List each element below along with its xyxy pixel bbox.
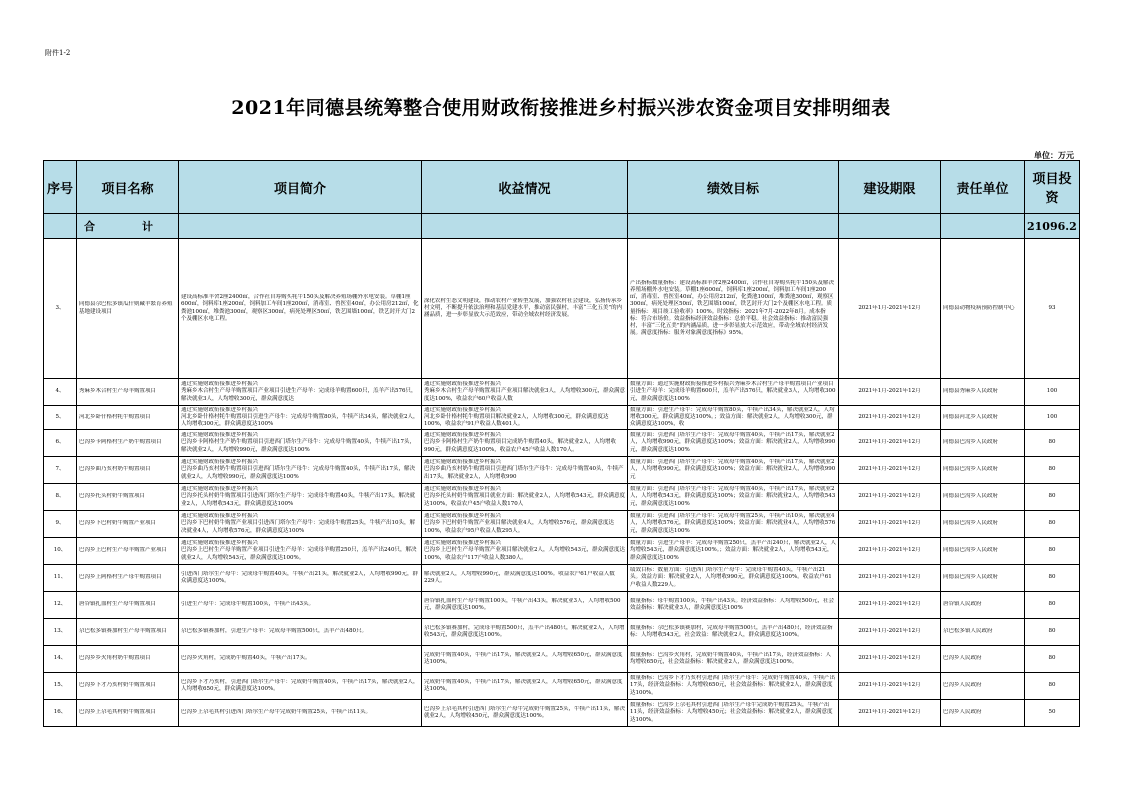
row-period: 2021年1月-2021年12月 (858, 466, 921, 473)
row-invest: 100 (1046, 388, 1058, 395)
row-no: 7、 (55, 466, 65, 473)
row-benefit: 通过实施财政衔接推进乡村振兴 秀麻乡木合村生产母羊购置项目产业项目解决就业3人，人均增收300元，群众满意度达100%，收益农户60户收益人数 (424, 381, 625, 402)
row-period: 2021年1月-2021年12月 (858, 601, 921, 608)
row-benefit: 巴沟乡上尕毛其村引进西门塔尔生产母牛完成奶牛购置25头，牛犊产出11头，解决就业2人，人均增收450元，群众满意度达100%。 (424, 705, 625, 719)
row-target: 数量指标：巴沟乡火角村，完成奶牛购置40头，牛犊产出17头，经济效益指标：人均增收650元，社会效益指标：解决就业2人，群众满意度达100%。 (630, 651, 831, 665)
row-intro: 巴沟乡上尕毛其村引进西门塔尔生产母牛完成奶牛购置25头，牛犊产出11头。 (181, 709, 371, 716)
row-responsible-unit: 同德县巴沟乡人民政府 (943, 574, 999, 581)
header-intro: 项目简介 (179, 161, 422, 214)
row-target: 数量方面：引进生产母牛：完成母牛购置80头，牛犊产出34头，解决就业2人，人均增收300元，群众满意度达100%。；效益方面：解决就业2人，人均增收300元，群众满意度达100%，收 (630, 406, 835, 428)
table-row (44, 565, 1080, 592)
row-benefit: 解决就业2人，人均增收990元，群众满意度达100%。收益农户61户收益人数229人。 (424, 570, 615, 584)
row-target: 数量方面：引进西门塔尔生产母牛：完成母牛购置40头，牛犊产出17头，解决就业2人，人均增收990元，群众满意度达100%；效益方面：解决就业2人，人均增收990元 (630, 459, 836, 480)
row-project-name: 巴沟乡卡阿格村生产奶牛购置项目 (79, 439, 162, 446)
row-benefit: 通过实施财政衔接推进乡村振兴 巴沟乡托头村奶牛购置项目就业方面：解决就业2人，人均增收543元，群众满意度达100%，收益农户45户收益人数170人 (424, 486, 625, 507)
row-no: 5、 (55, 413, 65, 420)
row-invest: 80 (1048, 601, 1056, 608)
table-row (44, 239, 1080, 379)
row-intro: 引进生产母牛：完成母牛购置100头，牛犊产出43头。 (181, 601, 314, 608)
row-target: 数量指标：巴沟乡上尕毛其村引进西门塔尔生产母牛完成奶牛购置25头，牛犊产出11头，经济效益指标：人均增收450元；社会效益指标：解决就业2人，群众满意度达100%。 (630, 702, 833, 723)
attachment-label: 附件1-2 (45, 49, 71, 57)
row-target: 数量指标：尕巴松多镇赛加村，完成母羊购置500只，羔羊产出480只，经济效益指标：人均增收543元，社会效益：解决就业2人，群众满意度达100%。 (630, 624, 833, 638)
table-row (44, 673, 1080, 700)
row-period: 2021年1月-2021年12月 (858, 682, 921, 689)
row-period: 2021年1月-2021年12月 (858, 493, 921, 500)
row-responsible-unit: 同德县巴沟乡人民政府 (943, 520, 999, 527)
total-value: 21096.2 (1025, 214, 1080, 239)
row-invest: 50 (1048, 709, 1056, 716)
row-intro: 巴沟乡下才乃亥村，引进西门塔尔生产母牛：完成奶牛购置40头，牛犊产出17头，解决就业2人，人均增收650元，群众满意度达100%。 (181, 678, 419, 692)
row-intro: 通过实施财政衔接推进乡村振兴 巴沟乡下巴村奶牛购置产业项目引进西门塔尔生产母牛：完成母牛购置25头，牛犊产出10头，解决就业4人，人均增收576元，群众满意度达100% (181, 513, 416, 534)
header-target: 绩效目标 (628, 161, 839, 214)
row-invest: 80 (1048, 655, 1056, 662)
table-row (44, 592, 1080, 619)
row-target: 数量指标：母牛购置100头，牛犊产出43头。经济效益指标：人均增收500元，社会效益指标：解决就业3人，群众满意度达100% (630, 597, 834, 611)
row-period: 2021年1月-2021年12月 (858, 574, 921, 581)
row-project-name: 巴沟乡上巴村生产母羊购置产业项目 (79, 547, 168, 554)
row-responsible-unit: 同德县河北乡人民政府 (943, 413, 999, 420)
table-row (44, 430, 1080, 457)
row-intro: 通过实施财政衔接推进乡村振兴 巴沟乡上巴村生产母羊购置产业项目引进生产母羊：完成母羊购置250只，羔羊产出240只，解决就业2人，人均增收543元，群众满意度达100%。 (181, 540, 417, 561)
table-row (44, 484, 1080, 511)
header-period: 建设期限 (839, 161, 941, 214)
row-period: 2021年1月-2021年12月 (858, 388, 921, 395)
row-intro: 通过实施财政衔接推进乡村振兴 巴沟乡曲乃亥村奶牛购置项目引进西门塔尔生产母牛：完成母牛购置40头，牛犊产出17头，解决就业2人，人均增收990元，群众满意度达100% (181, 459, 416, 480)
row-responsible-unit: 同德县动物疫病预防控制中心 (943, 304, 1015, 311)
row-benefit: 通过实施财政衔接推进乡村振兴 巴沟乡下巴村奶牛购置产业项目解决就业4人，人均增收576元，群众满意度达100%，收益农户95户收益人数295人。 (424, 513, 614, 534)
table-row (44, 700, 1080, 727)
row-responsible-unit: 同德县巴沟乡人民政府 (943, 466, 999, 473)
row-project-name: 同德县尕巴松多镇瓜什则藏羊繁育养殖基地建设项目 (79, 301, 173, 315)
table-row (44, 457, 1080, 484)
row-intro: 通过实施财政衔接推进乡村振兴 巴沟乡托头村奶牛购置项目引进西门塔尔生产母牛：完成母牛购置40头，牛犊产出17头，解决就业2人，人均增收543元，群众满意度达100% (181, 486, 416, 507)
row-period: 2021年1月-2021年12月 (858, 304, 921, 311)
total-row (44, 214, 1080, 239)
row-responsible-unit: 巴沟乡人民政府 (943, 655, 982, 662)
row-target: 数量指标：巴沟乡下才乃亥村引进西门塔尔生产母牛：完成奶牛购置40头，牛犊产出17头，经济效益指标：人均增收650元，社会效益指标：解决就业2人，群众满意度达100%。 (630, 675, 836, 696)
header-project-name: 项目名称 (77, 161, 179, 214)
header-no: 序号 (44, 161, 77, 214)
row-target: 数量方面：引进西门塔尔生产母牛：完成母牛购置25头，牛犊产出10头，解决就业4人，人均增收576元，群众满意度达100%；效益方面：解决就业4人，人均增收576元，群众满意度达100% (630, 513, 836, 534)
row-responsible-unit: 同德县巴沟乡人民政府 (943, 547, 999, 554)
row-target: 产出指标数量指标：建设高标准羊舍2座2400㎡，合作社自筹购买牦牛150头及解决养殖场棚外水电安装。草棚1座600㎡，饲料库1座200㎡，饲料加工车间1座200㎡，消毒室、兽医室40㎡，办公用房212㎡，化粪池100㎡，堆粪池300㎡，观察区300㎡，病死处理区50㎡，铁艺围墙100㎡，铁艺封开大门2个及棚区水电工程。质量指标：项目竣工验收率》100%。时效指标：2021年7月-2022年8月。成本指标：符合市场价。效益指标经济效益指标：总价平稳。社会效益指标：推动富民强村，丰富“三化五美”的内涵品质，进一步彰显放大示范效应，带动全域农村经济发展。满意度指标：服务对象满意度指标》95%。 (630, 280, 834, 336)
row-target: 数量方面：引进生产母羊：完成母羊购置250只，羔羊产出240只，解决就业2人，人均增收543元，群众满意度达100%。；效益方面：解决就业2人，人均增收543元，群众满意度达100% (630, 540, 836, 561)
row-intro: 通过实施财政衔接推进乡村振兴 巴沟乡卡阿格村生产奶牛购置项目引进西门塔尔生产母牛：完成母牛购置40头，牛犊产出17头，解决就业2人，人均增收990元，群众满意度达100% (181, 432, 416, 453)
row-invest: 80 (1048, 439, 1056, 446)
row-responsible-unit: 同德县秀麻乡人民政府 (943, 388, 999, 395)
row-responsible-unit: 巴沟乡人民政府 (943, 709, 982, 716)
row-responsible-unit: 巴沟乡人民政府 (943, 682, 982, 689)
row-benefit: 唐谷镇扎血村生产母牛购置100头，牛犊产出43头，解决就业3人，人均增收500元，群众满意度达100%。 (424, 597, 621, 611)
row-invest: 80 (1048, 574, 1056, 581)
table-row (44, 538, 1080, 565)
row-project-name: 巴沟乡下才乃亥村奶牛购置项目 (79, 682, 157, 689)
row-benefit: 通过实施财政衔接推进乡村振兴 巴沟乡曲乃亥村奶牛购置项目引进西门塔尔生产母牛：完成母牛购置40头，牛犊产出17头，解决就业2人，人均增收990 (424, 459, 624, 480)
header-row (44, 161, 1080, 214)
row-target: 绩效目标：数量方面：引进西门塔尔生产母牛：完成母牛购置40头，牛犊产出21头。效益方面：解决就业2人，人均增收990元，群众满意度达100%。收益农户61户收益人数229人。 (630, 567, 832, 588)
table-row (44, 379, 1080, 406)
row-target: 数量方面：通过实施财政衔接推进乡村振兴秀麻乡木合村生产母羊购置项目产业项目引进生产母羊：完成母羊购置600只，羔羊产出576只，解决就业3人，人均增收300元，群众满意度达100% (630, 381, 836, 402)
total-label: 合 计 (77, 214, 179, 239)
row-no: 15、 (53, 682, 67, 689)
table-row (44, 511, 1080, 538)
row-period: 2021年1月-2021年12月 (858, 520, 921, 527)
row-project-name: 河北乡卧什格村牦牛购置项目 (79, 413, 151, 420)
row-invest: 80 (1048, 466, 1056, 473)
row-benefit: 深化农村生态文明建设，推动农村产业转型发展，加强农村社会建设，弘扬传承乡村文明，不断提升依法治理和基层党建水平，推动富民强村，丰富“三化五美”的内涵品质，进一步彰显放大示范效应，带动全域农村经济发展。 (424, 297, 623, 319)
row-intro: 巴沟乡火角村，完成奶牛购置40头，牛犊产出17头。 (181, 655, 311, 662)
row-no: 12、 (53, 601, 67, 608)
row-invest: 93 (1048, 304, 1056, 311)
header-unit: 责任单位 (941, 161, 1025, 214)
row-benefit: 尕巴松多镇赛加村，完成母羊购置500只，羔羊产出480只，解决就业2人，人均增收543元，群众满意度达100%。 (424, 624, 625, 638)
row-invest: 80 (1048, 628, 1056, 635)
row-responsible-unit: 尕巴松多镇人民政府 (943, 628, 993, 635)
row-period: 2021年1月-2021年12月 (858, 439, 921, 446)
row-project-name: 尕巴松多镇赛加村生产母羊购置项目 (79, 628, 168, 635)
row-intro: 引进西门塔尔生产母牛：完成母牛购置40头，牛犊产出21头，解决就业2人，人均增收990元，群众满意度达100%。 (181, 570, 418, 584)
row-intro: 尕巴松多镇赛加村，引进生产母羊：完成母羊购置500只，羔羊产出480只。 (181, 628, 367, 635)
table-row (44, 619, 1080, 646)
unit-label: 单位：万元 (1034, 150, 1074, 160)
row-project-name: 巴沟乡上阿格村生产母牛购置项目 (79, 574, 162, 581)
row-benefit: 通过实施财政衔接推进乡村振兴 巴沟乡上巴村生产母羊购置产业项目解决就业2人，人均增收543元，群众满意度达100%，收益农户117户收益人数380人。 (424, 540, 625, 561)
row-no: 6、 (55, 439, 65, 446)
row-no: 4、 (55, 388, 65, 395)
row-project-name: 巴沟乡乡火角村奶牛购置项目 (79, 655, 151, 662)
row-target: 数量方面：引进西门塔尔生产母牛：完成母牛购置40头，牛犊产出17头，解决就业2人，人均增收990元，群众满意度达100%；效益方面：解决就业2人，人均增收990元，群众满意度达100% (630, 432, 836, 453)
row-period: 2021年1月-2021年12月 (858, 547, 921, 554)
row-invest: 80 (1048, 493, 1056, 500)
row-intro: 通过实施财政衔接推进乡村振兴 河北乡卧什格村牦牛购置项目引进生产母牛：完成母牛购置80头，牛犊产出34头，解决就业2人，人均增收300元，群众满意度达100% (181, 406, 419, 428)
row-responsible-unit: 同德县巴沟乡人民政府 (943, 439, 999, 446)
row-project-name: 巴沟乡下巴村奶牛购置产业项目 (79, 520, 157, 527)
row-period: 2021年1月-2021年12月 (858, 655, 921, 662)
row-period: 2021年1月-2021年12月 (858, 709, 921, 716)
table-row (44, 646, 1080, 673)
row-responsible-unit: 唐谷镇人民政府 (943, 601, 982, 608)
row-intro: 通过实施财政衔接推进乡村振兴 秀麻乡木合村生产母羊购置项目产业项目引进生产母羊：完成母羊购置600只，羔羊产出576只，解决就业3人，人均增收300元，群众满意度达 (181, 381, 417, 402)
row-benefit: 完成奶牛购置40头，牛犊产出17头，解决就业2人，人均增收650元，群众满意度达100%。 (424, 651, 623, 665)
row-project-name: 秀麻乡木合村生产母羊购置项目 (79, 388, 157, 395)
row-no: 10、 (53, 547, 67, 554)
header-invest: 项目投资 (1025, 161, 1080, 214)
row-invest: 80 (1048, 547, 1056, 554)
row-project-name: 巴沟乡托头村奶牛购置项目 (79, 493, 146, 500)
row-invest: 80 (1048, 520, 1056, 527)
row-no: 8、 (55, 493, 65, 500)
row-responsible-unit: 同德县巴沟乡人民政府 (943, 493, 999, 500)
row-project-name: 巴沟乡曲乃亥村奶牛购置项目 (79, 466, 151, 473)
row-no: 11、 (53, 574, 67, 581)
row-no: 9、 (55, 520, 65, 527)
header-benefit: 收益情况 (422, 161, 628, 214)
row-project-name: 巴沟乡上尕毛其村奶牛购置项目 (79, 709, 157, 716)
row-project-name: 唐谷镇扎血村生产母牛购置项目 (79, 601, 157, 608)
table-row (44, 406, 1080, 430)
row-no: 14、 (53, 655, 67, 662)
project-rows (44, 239, 1080, 727)
project-table (43, 160, 1080, 727)
row-invest: 80 (1048, 682, 1056, 689)
row-no: 16、 (53, 709, 67, 716)
row-period: 2021年1月-2021年12月 (858, 628, 921, 635)
row-invest: 100 (1046, 413, 1058, 420)
row-target: 数量方面：引进西门塔尔生产母牛：完成母牛购置40头，牛犊产出17头，解决就业2人，人均增收543元，群众满意度达100%；效益方面：解决就业2人，人均增收543元，群众满意度达100% (630, 486, 836, 507)
row-no: 3、 (55, 304, 65, 311)
row-benefit: 通过实施财政衔接推进乡村振兴 巴沟乡卡阿格村生产奶牛购置项目完成奶牛购置40头，解决就业2人，人均增收990元，群众满意度达100%，收益农户45户收益人数170人。 (424, 432, 617, 453)
row-period: 2021年1月-2021年12月 (858, 413, 921, 420)
row-no: 13、 (53, 628, 67, 635)
row-intro: 建设高标准羊舍2座2400㎡，合作社自筹购买牦牛150头及解决养殖场棚外水电安装。草棚1座600㎡，饲料库1座200㎡，饲料加工车间1座200㎡，消毒室、兽医室40㎡，办公用房212㎡，化粪池100㎡，堆粪池300㎡，观察区300㎡，病死处理区50㎡，铁艺围墙100㎡，铁艺封开大门2个及棚区水电工程。 (181, 294, 419, 322)
row-benefit: 通过实施财政衔接推进乡村振兴 河北乡卧什格村牦牛购置项目解决就业2人，人均增收300元，群众满意度达100%，收益农户91户收益人数401人。 (424, 406, 609, 428)
page-title: 2021年同德县统筹整合使用财政衔接推进乡村振兴涉农资金项目安排明细表 (231, 97, 891, 119)
row-benefit: 完成奶牛购置40头，牛犊产出17头，解决就业2人，人均增收650元，群众满意度达100%。 (424, 678, 623, 692)
